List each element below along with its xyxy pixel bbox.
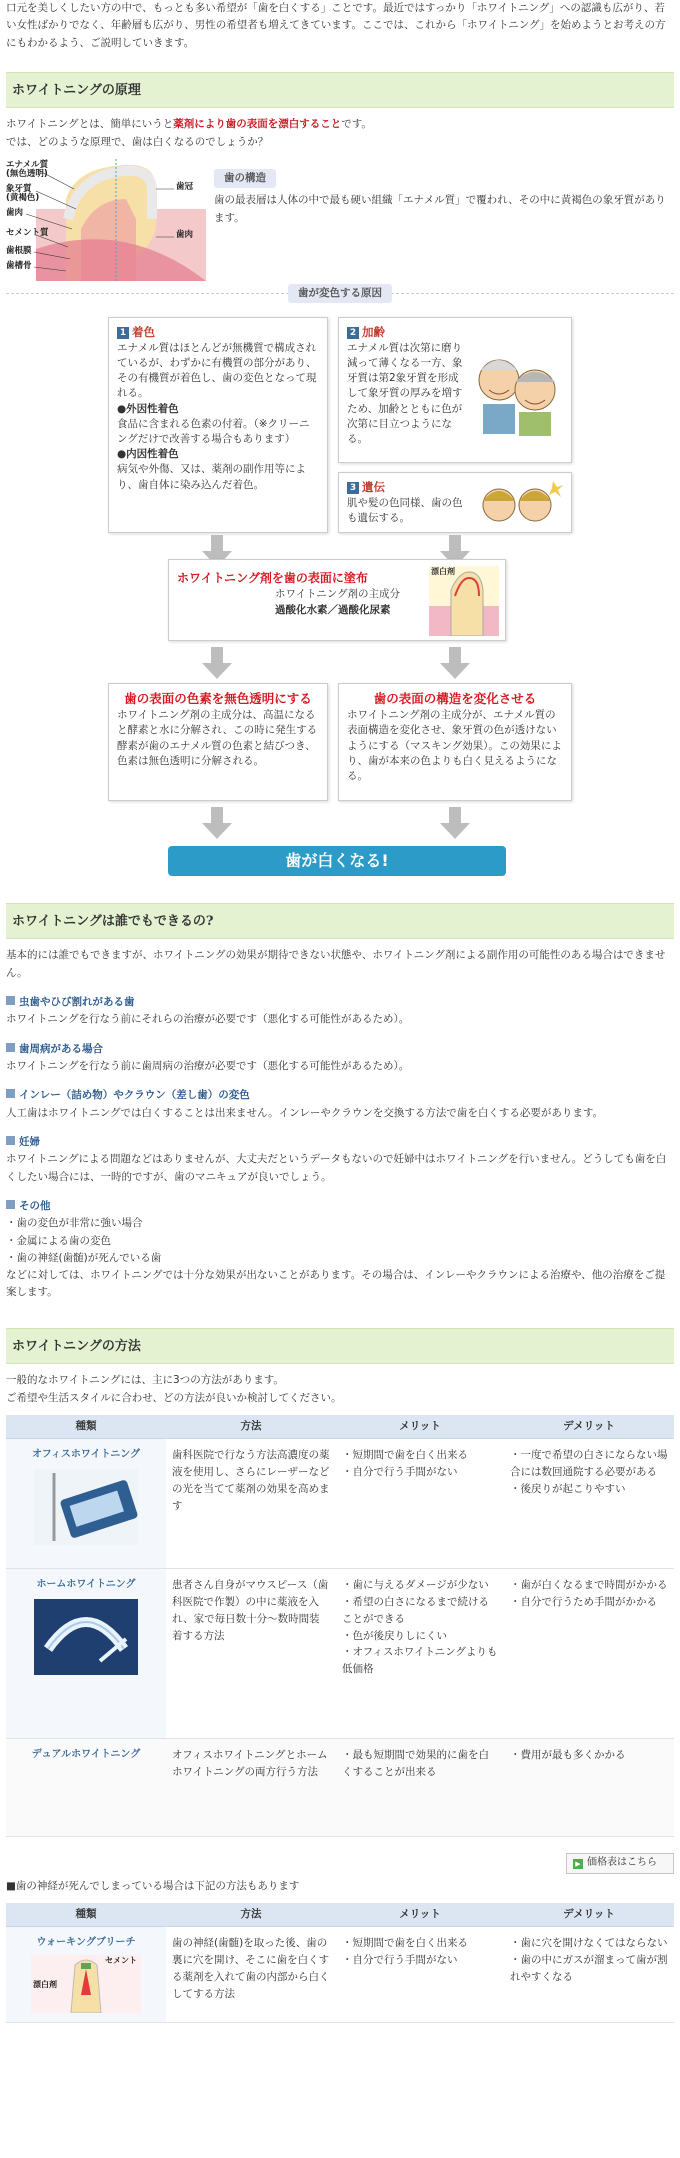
square-bullet-icon bbox=[6, 1136, 15, 1145]
agent-figure bbox=[429, 566, 499, 636]
cause-title-3: 遺伝 bbox=[362, 480, 385, 494]
who-item-head: 妊婦 bbox=[19, 1135, 40, 1148]
cause-box-aging bbox=[338, 317, 572, 463]
price-list-label: 価格表はこちら bbox=[587, 1857, 657, 1869]
method-desc: 患者さん自身がマウスピース（歯科医院で作製）の中に薬液を入れ、家で毎日数十分～数時間装着する方法 bbox=[166, 1569, 336, 1739]
who-other-text: などに対しては、ホワイトニングでは十分な効果が出ないことがあります。その場合は、インレーやクラウンによる治療や、他の治療をご提案します。 bbox=[6, 1269, 666, 1299]
cause-num-1: 1 bbox=[117, 327, 129, 339]
col-header-method: 方法 bbox=[166, 1903, 336, 1927]
method-merit bbox=[336, 1439, 504, 1569]
method-type-cell bbox=[6, 1927, 166, 2023]
causes-tag: 歯が変色する原因 bbox=[288, 284, 392, 303]
who-item bbox=[6, 1041, 674, 1076]
demerit-item: ・一度で希望の白さにならない場合には数回通院する必要がある bbox=[510, 1449, 668, 1478]
agent-fig-label: 漂白剤 bbox=[431, 567, 455, 576]
who-other-line: ・歯の変色が非常に強い場合 bbox=[6, 1217, 143, 1230]
methods-table bbox=[6, 1415, 674, 1837]
demerit-item: ・歯の中にガスが溜まって歯が割れやすくなる bbox=[510, 1954, 668, 1983]
table-row bbox=[6, 1739, 674, 1837]
who-item-head: 歯周病がある場合 bbox=[19, 1042, 103, 1055]
who-other-head: その他 bbox=[19, 1199, 51, 1212]
col-header-merit: メリット bbox=[336, 1415, 504, 1439]
who-item-text: 人工歯はホワイトニングでは白くすることは出来ません。インレーやクラウンを交換する方法で歯を白くする必要があります。 bbox=[6, 1106, 604, 1119]
walking-bleach-table bbox=[6, 1903, 674, 2023]
method-type: オフィスホワイトニング bbox=[32, 1449, 140, 1461]
method-type: ウォーキングブリーチ bbox=[36, 1937, 136, 1949]
label-ligament: 歯根膜 bbox=[6, 246, 32, 256]
cause-text-2: エナメル質は次第に磨り減って薄くなる一方、象牙質は第2象牙質を形成して象牙質の厚みを増すため、加齢とともに色が次第に目立つようになる。 bbox=[347, 341, 463, 445]
causes-separator bbox=[6, 287, 674, 317]
col-header-method: 方法 bbox=[166, 1415, 336, 1439]
demerit-item: ・歯に穴を開けなくてはならない bbox=[510, 1937, 668, 1950]
table-row bbox=[6, 1927, 674, 2023]
col-header-demerit: デメリット bbox=[504, 1903, 674, 1927]
children-icon bbox=[473, 475, 563, 531]
who-item-head: インレー（詰め物）やクラウン（差し歯）の変色 bbox=[19, 1089, 250, 1102]
method-type-cell bbox=[6, 1439, 166, 1569]
elderly-couple-icon bbox=[469, 340, 565, 436]
demerit-item: ・費用が最も多くかかる bbox=[510, 1749, 626, 1762]
method-type: デュアルホワイトニング bbox=[6, 1739, 166, 1837]
cause-exogenous-title: ●外因性着色 bbox=[117, 402, 179, 415]
arrow-down-icon bbox=[202, 807, 232, 839]
merit-item: ・最も短期間で効果的に歯を白くすることが出来る bbox=[342, 1749, 489, 1778]
walking-bleach-figure bbox=[31, 1955, 141, 2013]
who-item-text: ホワイトニングを行なう前に歯周病の治療が必要です（悪化する可能性があるため）。 bbox=[6, 1060, 410, 1072]
methods-intro2: ご希望や生活スタイルに合わせ、どの方法が良いか検討してください。 bbox=[6, 1391, 342, 1404]
method-demerit bbox=[504, 1439, 674, 1569]
who-other-line: ・歯の神経(歯髄)が死んでいる歯 bbox=[6, 1251, 162, 1264]
cause-box-staining bbox=[108, 317, 328, 533]
method-merit bbox=[336, 1739, 504, 1837]
square-bullet-icon bbox=[6, 996, 15, 1005]
mouthpiece-icon bbox=[34, 1599, 138, 1675]
principle-title: ホワイトニングの原理 bbox=[6, 72, 674, 108]
label-dentin: 象牙質 (黄褐色) bbox=[6, 184, 40, 204]
table-row bbox=[6, 1569, 674, 1739]
office-whitening-device-icon bbox=[34, 1469, 138, 1545]
methods-intro1: 一般的なホワイトニングには、主に3つの方法があります。 bbox=[6, 1374, 284, 1387]
method-merit bbox=[336, 1569, 504, 1739]
who-item bbox=[6, 994, 674, 1029]
method-desc: オフィスホワイトニングとホームホワイトニングの両方行う方法 bbox=[166, 1739, 336, 1837]
merit-item: ・希望の白さになるまで続けることができる bbox=[342, 1595, 489, 1625]
arrow-right-icon: ▶ bbox=[573, 1859, 583, 1869]
label-gum-right: 歯肉 bbox=[176, 230, 194, 240]
structure-tag: 歯の構造 bbox=[214, 169, 276, 188]
method-type-cell bbox=[6, 1569, 166, 1739]
structure-text: 歯の最表層は人体の中で最も硬い組織「エナメル質」で覆われ、その中に黄褐色の象牙質があります。 bbox=[214, 194, 666, 224]
cause-num-2: 2 bbox=[347, 327, 359, 339]
result-banner: 歯が白くなる! bbox=[168, 846, 506, 876]
cause-box-genetics bbox=[338, 472, 572, 533]
square-bullet-icon bbox=[6, 1089, 15, 1098]
arrow-down-icon bbox=[440, 807, 470, 839]
col-header-type: 種類 bbox=[6, 1415, 166, 1439]
who-intro: 基本的には誰でもできますが、ホワイトニングの効果が期待できない状態や、ホワイトニング剤による副作用の可能性のある場合はできません。 bbox=[6, 949, 666, 979]
label-crown: 歯冠 bbox=[176, 182, 194, 192]
col-header-demerit: デメリット bbox=[504, 1415, 674, 1439]
principle-line1: ホワイトニングとは、簡単にいうと薬剤により歯の表面を漂白することです。 bbox=[6, 118, 372, 131]
cause-endogenous-title: ●内因性着色 bbox=[117, 448, 179, 461]
effect-box-structure bbox=[338, 683, 572, 801]
intro-text: 口元を美しくしたい方の中で、もっとも多い希望が「歯を白くする」ことです。最近ではすっかり「ホワイトニング」への認識も広がり、若い女性ばかりでなく、年齢層も広がり、男性の希望者も増えてきています。ここでは、これから「ホワイトニング」を始めようとお考えの方にもわかるよう、ご説明していきます。 bbox=[6, 2, 666, 49]
label-enamel: エナメル質 (無色透明) bbox=[6, 160, 49, 180]
table-header-row bbox=[6, 1903, 674, 1927]
who-item-text: ホワイトニングを行なう前にそれらの治療が必要です（悪化する可能性があるため）。 bbox=[6, 1013, 410, 1026]
method-desc: 歯科医院で行なう方法高濃度の薬液を使用し、さらにレーザーなどの光を当てて薬剤の効果を高めます bbox=[166, 1439, 336, 1569]
cause-endogenous-text: 病気や外傷、又は、薬剤の副作用等により、歯自体に染み込んだ着色。 bbox=[117, 463, 306, 491]
fig-label-agent: 漂白剤 bbox=[33, 1980, 57, 1990]
method-demerit bbox=[504, 1739, 674, 1837]
method-merit bbox=[336, 1927, 504, 2023]
who-other-line: ・金属による歯の変色 bbox=[6, 1234, 111, 1247]
square-bullet-icon bbox=[6, 1200, 15, 1209]
fig-label-cement: セメント bbox=[105, 1956, 137, 1966]
causes-diagram bbox=[6, 317, 674, 877]
agent-main: 過酸化水素／過酸化尿素 bbox=[275, 603, 391, 616]
who-item-text: ホワイトニングによる問題などはありませんが、大丈夫だというデータもないので妊婦中はホワイトニングを行いません。どうしても歯を白くしたい場合には、一時的ですが、歯のマニキュアが良いでしょう。 bbox=[6, 1153, 667, 1183]
agent-sub: ホワイトニング剤の主成分 bbox=[275, 588, 401, 601]
cause-text-1: エナメル質はほとんどが無機質で構成されているが、わずかに有機質の部分があり、その有機質が着色し、歯の変色となって現れる。 bbox=[117, 341, 317, 400]
who-item bbox=[6, 1087, 674, 1122]
effect-box-colorless bbox=[108, 683, 328, 801]
merit-item: ・オフィスホワイトニングよりも低価格 bbox=[342, 1646, 498, 1676]
label-gum: 歯肉 bbox=[6, 208, 24, 218]
square-bullet-icon bbox=[6, 1043, 15, 1052]
demerit-item: ・自分で行うため手間がかかる bbox=[510, 1595, 657, 1608]
merit-item: ・短期間で歯を白く出来る bbox=[342, 1937, 468, 1950]
cause-text-3: 肌や髪の色同様、歯の色も遺伝する。 bbox=[347, 496, 463, 524]
principle-line2: では、どのような原理で、歯は白くなるのでしょうか？ bbox=[6, 135, 269, 148]
cause-exogenous-text: 食品に含まれる色素の付着。（※クリーニングだけで改善する場合もあります） bbox=[117, 417, 310, 445]
table-row bbox=[6, 1439, 674, 1569]
table-header-row bbox=[6, 1415, 674, 1439]
label-cement: セメント質 bbox=[6, 228, 49, 238]
method-desc: 歯の神経(歯髄)を取った後、歯の裏に穴を開け、そこに歯を白くする薬剤を入れて歯の内部から白くしてする方法 bbox=[166, 1927, 336, 2023]
cause-title-1: 着色 bbox=[132, 325, 155, 339]
effect-title-left: 歯の表面の色素を無色透明にする bbox=[124, 691, 312, 706]
tooth-diagram bbox=[6, 159, 206, 281]
who-title: ホワイトニングは誰でもできるの? bbox=[6, 903, 674, 939]
effect-text-left: ホワイトニング剤の主成分は、高温になると酵素と水に分解され、この時に発生する酵素が歯のエナメル質の色素と結びつき、色素は無色透明に分解される。 bbox=[117, 709, 318, 767]
demerit-item: ・歯が白くなるまで時間がかかる bbox=[510, 1579, 668, 1592]
merit-item: ・自分で行う手間がない bbox=[342, 1465, 458, 1478]
label-bone: 歯槽骨 bbox=[6, 261, 32, 271]
method-type: ホームホワイトニング bbox=[36, 1579, 136, 1591]
method-demerit bbox=[504, 1569, 674, 1739]
agent-title: ホワイトニング剤を歯の表面に塗布 bbox=[177, 571, 368, 585]
arrow-down-icon bbox=[202, 647, 232, 679]
effect-title-right: 歯の表面の構造を変化させる bbox=[373, 691, 537, 706]
price-list-button[interactable] bbox=[566, 1853, 674, 1874]
who-item bbox=[6, 1134, 674, 1186]
col-header-merit: メリット bbox=[336, 1903, 504, 1927]
who-other bbox=[6, 1198, 674, 1302]
arrow-down-icon bbox=[440, 647, 470, 679]
merit-item: ・色が後戻りしにくい bbox=[342, 1629, 447, 1642]
cause-title-2: 加齢 bbox=[362, 325, 385, 339]
method-demerit bbox=[504, 1927, 674, 2023]
agent-box bbox=[168, 559, 506, 641]
merit-item: ・自分で行う手間がない bbox=[342, 1954, 458, 1967]
demerit-item: ・後戻りが起こりやすい bbox=[510, 1482, 626, 1495]
col-header-type: 種類 bbox=[6, 1903, 166, 1927]
tooth-structure bbox=[6, 159, 674, 281]
merit-item: ・歯に与えるダメージが少ない bbox=[342, 1579, 489, 1592]
who-item-head: 虫歯やひび割れがある歯 bbox=[19, 996, 135, 1009]
cause-num-3: 3 bbox=[347, 482, 359, 494]
dead-nerve-note: ■歯の神経が死んでしまっている場合は下記の方法もあります bbox=[6, 1879, 300, 1892]
merit-item: ・短期間で歯を白く出来る bbox=[342, 1449, 468, 1462]
effect-text-right: ホワイトニング剤の主成分が、エナメル質の表面構造を変化させ、象牙質の色が透けないようにする（マスキング効果）。この効果により、歯が本来の色よりも白く見えるようになる。 bbox=[347, 709, 562, 782]
methods-title: ホワイトニングの方法 bbox=[6, 1328, 674, 1364]
